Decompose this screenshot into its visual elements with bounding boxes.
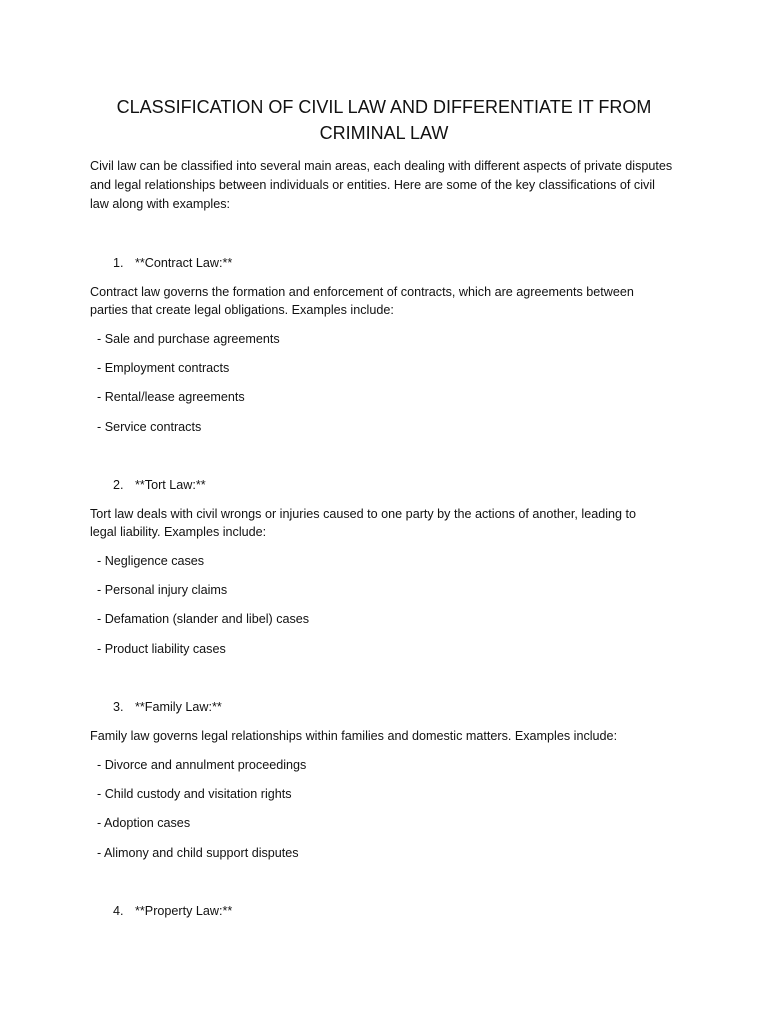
- paragraph-line: parties that create legal obligations. Examples include:: [90, 303, 394, 317]
- section-heading-property-law: [113, 902, 232, 920]
- section-title: **Tort Law:**: [135, 478, 206, 492]
- section-heading-family-law: [113, 698, 222, 716]
- list-item: - Adoption cases: [90, 816, 191, 830]
- intro-line-2: and legal relationships between individuals or entities. Here are some of the key classifications of civil: [90, 178, 655, 192]
- intro-line-1: Civil law can be classified into several main areas, each dealing with different aspects of private disputes: [90, 159, 673, 173]
- list-item: - Rental/lease agreements: [90, 390, 245, 404]
- list-item: - Negligence cases: [90, 554, 205, 568]
- list-item: - Sale and purchase agreements: [90, 332, 280, 346]
- section-title: **Property Law:**: [135, 904, 233, 918]
- intro-line-3: law along with examples:: [90, 197, 231, 211]
- section-number: 1.: [113, 256, 124, 270]
- list-item: - Defamation (slander and libel) cases: [90, 612, 310, 626]
- list-item: - Personal injury claims: [90, 583, 228, 597]
- list-item: - Service contracts: [90, 420, 202, 434]
- list-item: - Employment contracts: [90, 361, 230, 375]
- section-heading-tort-law: [113, 476, 206, 494]
- paragraph-line: Family law governs legal relationships within families and domestic matters. Examples include:: [90, 729, 618, 743]
- list-item: - Alimony and child support disputes: [90, 846, 299, 860]
- list-item: - Divorce and annulment proceedings: [90, 758, 307, 772]
- list-item: - Product liability cases: [90, 642, 226, 656]
- section-heading-contract-law: [113, 254, 232, 272]
- page-title-line-1: CLASSIFICATION OF CIVIL LAW AND DIFFERENTIATE IT FROM: [116, 97, 652, 117]
- section-title: **Family Law:**: [135, 700, 222, 714]
- section-number: 4.: [113, 904, 124, 918]
- page-title-line-2: CRIMINAL LAW: [319, 123, 449, 143]
- paragraph-line: Tort law deals with civil wrongs or injuries caused to one party by the actions of another, leading to: [90, 507, 637, 521]
- list-item: - Child custody and visitation rights: [90, 787, 292, 801]
- section-number: 3.: [113, 700, 124, 714]
- paragraph-line: Contract law governs the formation and enforcement of contracts, which are agreements between: [90, 285, 634, 299]
- paragraph-line: legal liability. Examples include:: [90, 525, 267, 539]
- section-number: 2.: [113, 478, 124, 492]
- section-title: **Contract Law:**: [135, 256, 233, 270]
